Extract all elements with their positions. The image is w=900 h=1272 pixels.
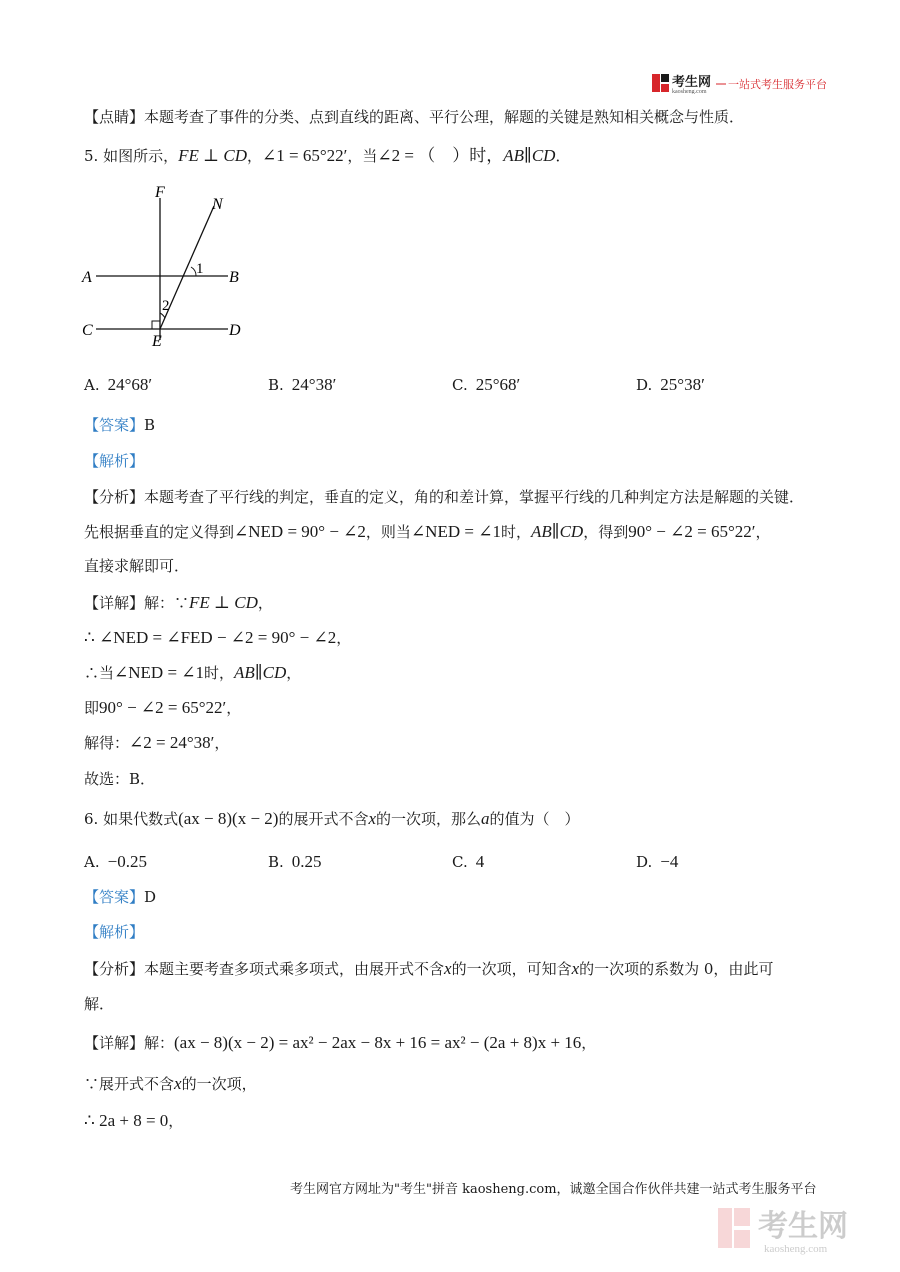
label-angle2: 2 <box>162 298 170 314</box>
q5-figure <box>78 180 258 350</box>
q6-jiexi: 【解析】 <box>84 923 145 941</box>
footer-note: 考生网官方网址为"考生"拼音 kaosheng.com，诚邀全国合作伙伴共建一站式考生服务平台 <box>290 1182 817 1197</box>
q5-stem: 5. 如图所示，FE ⊥ CD，∠1 = 65°22′，当∠2 = （ ）时，AB∥CD． <box>84 146 571 165</box>
q6-option-b: B. 0.25 <box>268 852 322 871</box>
q5-fenxi: 【分析】本题考查了平行线的判定，垂直的定义，角的和差计算，掌握平行线的几种判定方法是解题的关键． <box>84 488 805 506</box>
q5-step-5: 故选：B． <box>84 770 156 788</box>
q6-fenxi: 【分析】本题主要考查多项式乘多项式，由展开式不含x的一次项，可知含x的一次项的系数为 0，由此可 <box>84 959 774 978</box>
label-a: A <box>82 269 92 286</box>
header-slogan: 一站式考生服务平台 <box>728 79 827 91</box>
logo-icon <box>652 74 669 92</box>
q5-step-2: ∴当∠NED = ∠1时，AB∥CD， <box>84 663 302 682</box>
q5-option-b: B. 24°38′ <box>268 375 337 394</box>
q5-option-a: A. 24°68′ <box>84 375 153 394</box>
q6-fenxi-2: 解． <box>84 995 115 1013</box>
q6-option-a: A. −0.25 <box>84 852 147 871</box>
q6-step-2: ∴ 2a + 8 = 0， <box>84 1111 184 1130</box>
q6-xiangjie: 【详解】解：(ax − 8)(x − 2) = ax² − 2ax − 8x + 16 = ax² − (2a + 8)x + 16， <box>84 1033 597 1052</box>
q5-fenxi-3: 直接求解即可． <box>84 557 190 575</box>
label-d: D <box>229 322 241 339</box>
q5-step-4: 解得：∠2 = 24°38′， <box>84 733 230 752</box>
q6-step-1: ∵展开式不含x的一次项， <box>84 1074 257 1093</box>
label-f: F <box>155 184 165 201</box>
right-angle-mark <box>152 321 160 329</box>
header-logo <box>652 72 842 94</box>
dianjing-line: 【点睛】本题考查了事件的分类、点到直线的距离、平行公理，解题的关键是熟知相关概念与性质． <box>84 108 745 126</box>
logo-text: 考生网 <box>672 74 712 89</box>
q5-fenxi-2: 先根据垂直的定义得到∠NED = 90° − ∠2，则当∠NED = ∠1时，AB∥CD，得到90° − ∠2 = 65°22′， <box>84 522 771 541</box>
label-b: B <box>229 269 239 286</box>
q5-xiangjie: 【详解】解：∵FE ⊥ CD， <box>84 593 273 612</box>
q5-jiexi: 【解析】 <box>84 452 145 470</box>
watermark-text: 考生网 <box>758 1210 848 1243</box>
label-c: C <box>82 322 93 339</box>
logo-domain: kaosheng.com <box>672 89 707 94</box>
q5-step-1: ∴ ∠NED = ∠FED − ∠2 = 90° − ∠2， <box>84 628 352 647</box>
q6-stem: 6. 如果代数式(ax − 8)(x − 2)的展开式不含x的一次项，那么a的值为（ ） <box>84 809 580 828</box>
q5-answer: 【答案】B <box>84 416 156 434</box>
q6-answer: 【答案】D <box>84 888 157 906</box>
watermark <box>718 1204 878 1256</box>
label-angle1: 1 <box>196 261 204 277</box>
q6-option-d: D. −4 <box>636 852 679 871</box>
q5-step-3: 即90° − ∠2 = 65°22′， <box>84 698 242 717</box>
label-n: N <box>212 196 223 213</box>
watermark-domain: kaosheng.com <box>764 1243 828 1255</box>
watermark-logo-icon <box>718 1208 750 1248</box>
q5-option-c: C. 25°68′ <box>452 375 521 394</box>
q6-option-c: C. 4 <box>452 852 485 871</box>
q5-option-d: D. 25°38′ <box>636 375 705 394</box>
label-e: E <box>152 333 162 350</box>
